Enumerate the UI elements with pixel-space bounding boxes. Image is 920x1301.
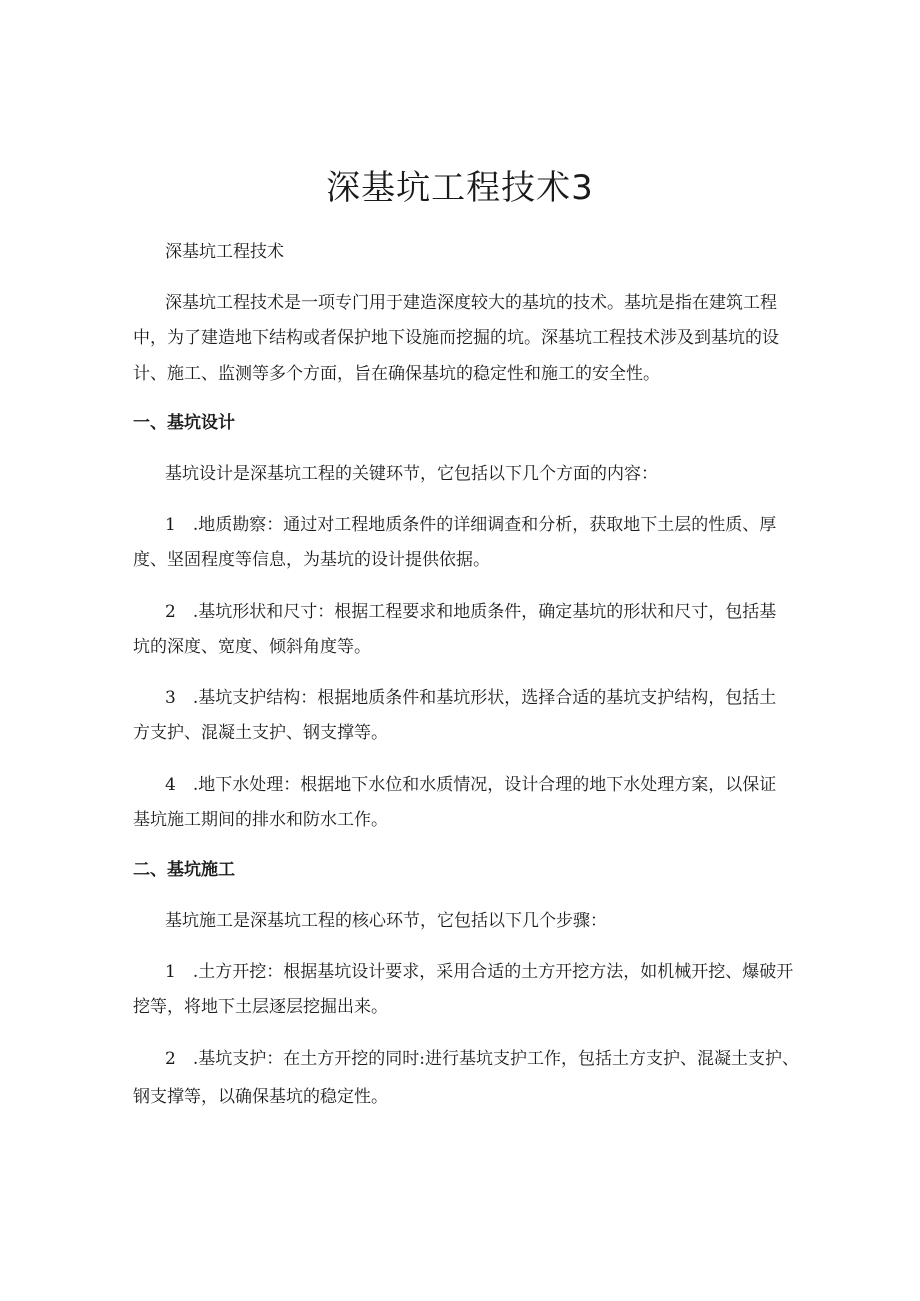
intro-line: 深基坑工程技术是一项专门用于建造深度较大的基坑的技术。基坑是指在建筑工程 (165, 293, 777, 313)
section-heading: 一、基坑设计 (133, 413, 235, 433)
document-title: 深基坑工程技术3 (326, 168, 594, 208)
list-item-line: 挖等，将地下土层逐层挖掘出来。 (133, 997, 388, 1017)
section-heading: 二、基坑施工 (133, 860, 235, 880)
section-lead: 基坑施工是深基坑工程的核心环节，它包括以下几个步骤： (165, 911, 607, 931)
list-item-line: 基坑施工期间的排水和防水工作。 (133, 810, 388, 830)
list-item-line: 方支护、混凝土支护、钢支撑等。 (133, 723, 388, 743)
list-item-line: 钢支撑等，以确保基坑的稳定性。 (133, 1087, 388, 1107)
list-item-line: 3 .基坑支护结构：根据地质条件和基坑形状，选择合适的基坑支护结构，包括土 (165, 688, 777, 708)
list-item-line: 度、坚固程度等信息，为基坑的设计提供依据。 (133, 550, 490, 570)
list-item-line: 1 .地质勘察：通过对工程地质条件的详细调查和分析，获取地下土层的性质、厚 (165, 515, 777, 535)
document-subtitle: 深基坑工程技术 (165, 242, 284, 262)
list-item-line: 1 .土方开挖：根据基坑设计要求，采用合适的土方开挖方法，如机械开挖、爆破开 (165, 962, 794, 982)
list-item-line: 2 .基坑支护：在土方开挖的同时:进行基坑支护工作，包括土方支护、混凝土支护、 (165, 1049, 799, 1069)
list-item-line: 坑的深度、宽度、倾斜角度等。 (133, 637, 371, 657)
intro-line: 中，为了建造地下结构或者保护地下设施而挖掘的坑。深基坑工程技术涉及到基坑的设 (133, 328, 779, 348)
list-item-line: 2 .基坑形状和尺寸：根据工程要求和地质条件，确定基坑的形状和尺寸，包括基 (165, 602, 777, 622)
section-lead: 基坑设计是深基坑工程的关键环节，它包括以下几个方面的内容： (165, 464, 658, 484)
list-item-line: 4 .地下水处理：根据地下水位和水质情况，设计合理的地下水处理方案，以保证 (165, 775, 777, 795)
intro-line: 计、施工、监测等多个方面，旨在确保基坑的稳定性和施工的安全性。 (133, 364, 660, 384)
